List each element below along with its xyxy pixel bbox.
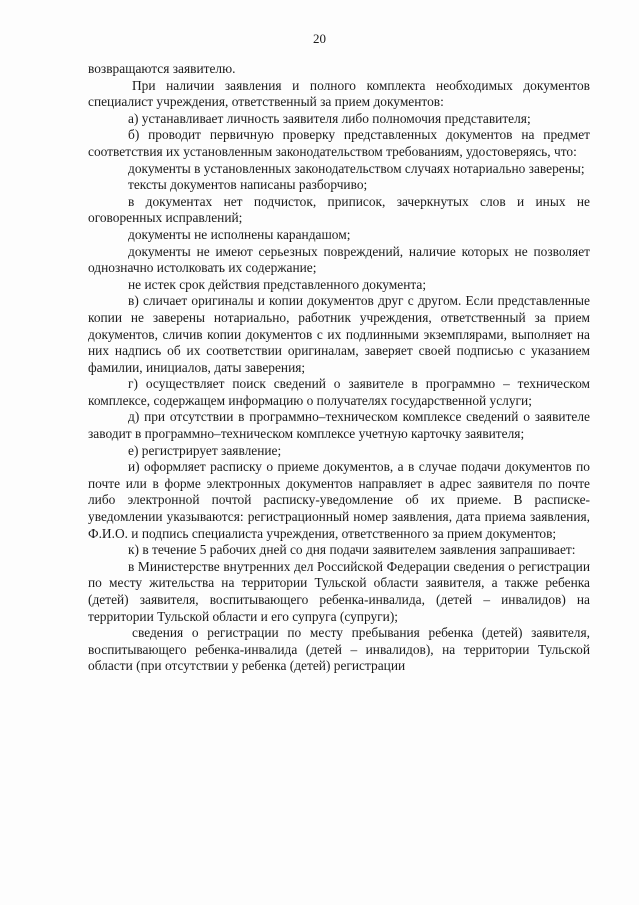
paragraph-item-k: к) в течение 5 рабочих дней со дня подачи заявителем заявления запрашивает: <box>128 542 576 558</box>
paragraph-item-v: в) сличает оригиналы и копии документов друг с другом. Если представленные копии не заверены нотариально, работник учреждения, ответственный за прием документов, сличив копии документов с их подлинными экземплярами, выполняет на них надпись об их соответствии оригиналам, заверяет своей подписью с указанием фамилии, инициалов, даты заверения; <box>88 293 590 375</box>
paragraph-check-legible: тексты документов написаны разборчиво; <box>128 177 368 193</box>
paragraph-item-e: е) регистрирует заявление; <box>128 442 282 458</box>
paragraph-check-no-damage: документы не имеют серьезных повреждений, наличие которых не позволяет однозначно истолковать их содержание; <box>88 243 590 276</box>
paragraph-intro: При наличии заявления и полного комплекта необходимых документов специалист учреждения, ответственный за прием документов: <box>88 77 590 110</box>
paragraph-item-b: б) проводит первичную проверку представленных документов на предмет соответствия их установленным законодательством требованиям, удостоверяясь, что: <box>88 127 590 159</box>
paragraph-item-g: г) осуществляет поиск сведений о заявителе в программно – техническом комплексе, содержащем информацию о получателях государственной услуги; <box>88 376 590 408</box>
paragraph-continuation: возвращаются заявителю. <box>88 61 236 76</box>
document-body <box>88 61 590 675</box>
paragraph-item-d: д) при отсутствии в программно–техническом комплексе сведений о заявителе заводит в программно–техническом комплексе учетную карточку заявителя; <box>88 409 590 442</box>
paragraph-request-mvd: в Министерстве внутренних дел Российской Федерации сведения о регистрации по месту жительства на территории Тульской области заявителя, а также ребенка (детей) заявителя, воспитывающего ребенка-инвалида, (детей – инвалидов) на территории Тульской области и его супруга (супруги); <box>88 558 590 624</box>
paragraph-check-no-pencil: документы не исполнены карандашом; <box>128 226 351 242</box>
paragraph-item-a: а) устанавливает личность заявителя либо полномочия представителя; <box>128 110 531 126</box>
paragraph-check-no-corrections: в документах нет подчисток, приписок, зачеркнутых слов и иных не оговоренных исправлений; <box>88 193 590 226</box>
paragraph-item-i: и) оформляет расписку о приеме документов, а в случае подачи документов по почте или в форме электронных документов направляет в адрес заявителя по почте либо электронной почтой расписку-уведомление об их приеме. В расписке-уведомлении указываются: регистрационный номер заявления, дата приема заявления, Ф.И.О. и подпись специалиста учреждения, ответственного за прием документов; <box>88 459 590 541</box>
paragraph-check-notarized: документы в установленных законодательством случаях нотариально заверены; <box>128 160 585 176</box>
paragraph-request-stay: сведения о регистрации по месту пребывания ребенка (детей) заявителя, воспитывающего ребенка-инвалида (детей – инвалидов), на территории Тульской области (при отсутствии у ребенка (детей) регистрации <box>88 625 590 674</box>
page-number: 20 <box>313 31 326 46</box>
paragraph-check-not-expired: не истек срок действия представленного документа; <box>128 276 427 292</box>
